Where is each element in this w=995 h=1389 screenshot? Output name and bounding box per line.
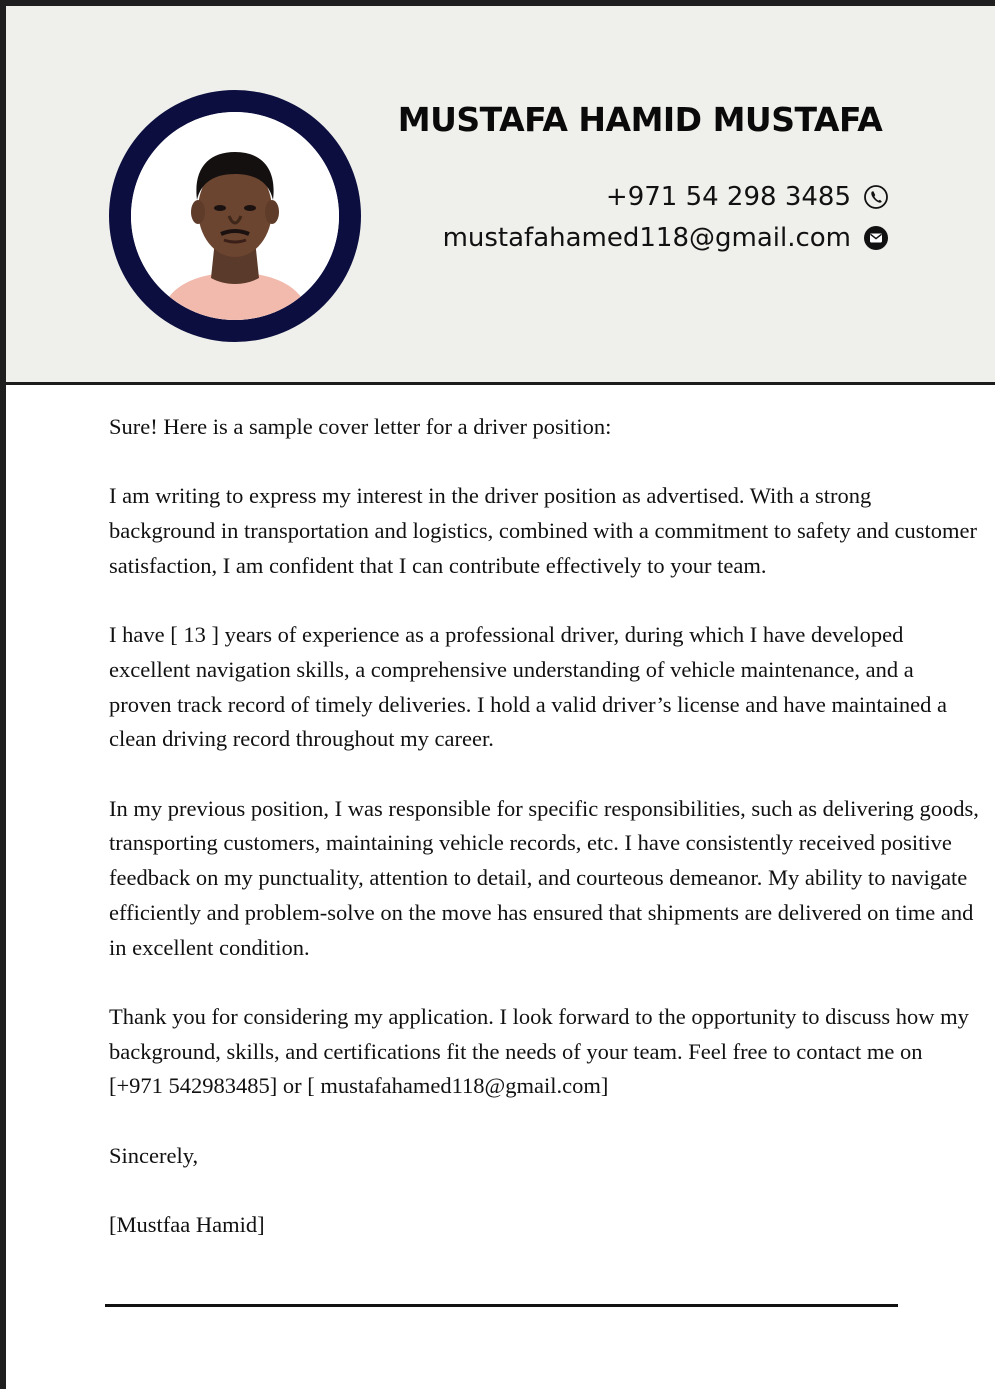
phone-icon [863,184,889,210]
email-address[interactable]: mustafahamed118@gmail.com [442,223,851,253]
applicant-name: MUSTAFA HAMID MUSTAFA [397,100,883,139]
email-icon [863,225,889,251]
portrait-illustration [131,112,339,320]
letter-paragraph-1: I am writing to express my interest in the driver position as advertised. With a strong background in transportation and logistics, combined with a commitment to safety and customer satisfaction, I am confident that I can contribute effectively to your team. [109,483,977,578]
letter-paragraph-4: Thank you for considering my application. I look forward to the opportunity to discuss how my background, skills, and certifications fit the needs of your team. Feel free to contact me on [+971 542983485] or [ mustafahamed118@gmail.com] [109,1003,969,1099]
header-divider [6,382,995,385]
top-border [0,0,995,6]
letter-closing: Sincerely, [109,1142,199,1168]
letter-intro: Sure! Here is a sample cover letter for a driver position: [109,414,612,439]
phone-number[interactable]: +971 54 298 3485 [605,182,851,212]
contact-email [443,223,889,253]
profile-photo [131,112,339,320]
contact-phone [606,182,889,212]
letter-body [109,410,979,1277]
letter-signature: [Mustfaa Hamid] [109,1212,265,1238]
letter-paragraph-2: I have [ 13 ] years of experience as a professional driver, during which I have developed excellent navigation skills, a comprehensive understanding of vehicle maintenance, and a proven track record of timely deliveries. I hold a valid driver’s license and have maintained a clean driving record throughout my career. [109,622,948,752]
signature-line [105,1304,898,1307]
letter-paragraph-3: In my previous position, I was responsible for specific responsibilities, such as delivering goods, transporting customers, maintaining vehicle records, etc. I have consistently received positive feedback on my punctuality, attention to detail, and courteous demeanor. My ability to navigate efficiently and problem-solve on the move has ensured that shipments are delivered on time and in excellent condition. [109,795,979,960]
left-border [0,0,6,1389]
